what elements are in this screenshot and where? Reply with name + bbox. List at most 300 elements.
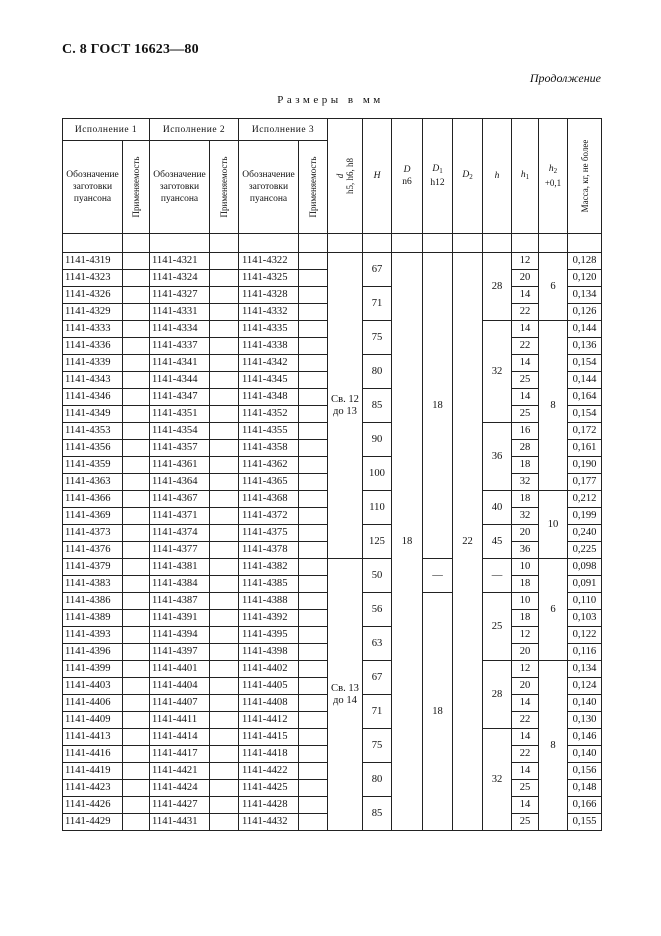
variant-1-designation: 1141-4399 xyxy=(63,661,123,678)
variant-1-applicability xyxy=(123,814,150,831)
variant-3-applicability xyxy=(299,525,328,542)
H-cell: 63 xyxy=(363,627,392,661)
variant-2-applicability xyxy=(210,508,239,525)
variant-2-applicability xyxy=(210,610,239,627)
variant-3-applicability xyxy=(299,780,328,797)
variant-3-designation: 1141-4422 xyxy=(239,763,299,780)
h2-cell: 10 xyxy=(539,491,568,559)
h1-cell: 18 xyxy=(512,457,539,474)
H-cell: 90 xyxy=(363,423,392,457)
variant-1-designation: 1141-4333 xyxy=(63,321,123,338)
variant-2-applicability-label: Применяемость xyxy=(219,156,229,218)
variant-1-applicability-label: Применяемость xyxy=(131,156,141,218)
mass-cell: 0,103 xyxy=(568,610,602,627)
variant-1-applicability xyxy=(123,389,150,406)
h1-cell: 12 xyxy=(512,627,539,644)
variant-2-designation: 1141-4324 xyxy=(150,270,210,287)
d-cell: Св. 13 до 14 xyxy=(328,559,363,831)
mass-cell: 0,154 xyxy=(568,406,602,423)
variant-2-applicability xyxy=(210,746,239,763)
variant-1-designation: 1141-4349 xyxy=(63,406,123,423)
variant-1-applicability xyxy=(123,661,150,678)
variant-2-applicability xyxy=(210,593,239,610)
variant-3-designation-header: Обозначение заготовки пуансона xyxy=(239,141,299,234)
variant-1-applicability xyxy=(123,559,150,576)
variant-1-header: Исполнение 1 xyxy=(63,119,150,141)
mass-cell: 0,122 xyxy=(568,627,602,644)
variant-1-designation: 1141-4353 xyxy=(63,423,123,440)
h-cell: 36 xyxy=(483,423,512,491)
variant-3-designation: 1141-4375 xyxy=(239,525,299,542)
h1-cell: 10 xyxy=(512,559,539,576)
variant-3-applicability xyxy=(299,287,328,304)
variant-2-applicability xyxy=(210,440,239,457)
variant-2-designation: 1141-4321 xyxy=(150,253,210,270)
h1-cell: 20 xyxy=(512,525,539,542)
variant-3-applicability xyxy=(299,304,328,321)
variant-3-designation: 1141-4378 xyxy=(239,542,299,559)
mass-cell: 0,144 xyxy=(568,372,602,389)
variant-3-designation: 1141-4382 xyxy=(239,559,299,576)
h-cell: 28 xyxy=(483,661,512,729)
variant-2-designation: 1141-4334 xyxy=(150,321,210,338)
H-cell: 71 xyxy=(363,287,392,321)
header-separator-row xyxy=(63,234,602,253)
d-header-tolerance: h5, h6, h8 xyxy=(345,158,355,194)
variant-2-applicability xyxy=(210,542,239,559)
variant-3-designation: 1141-4392 xyxy=(239,610,299,627)
variant-1-designation: 1141-4426 xyxy=(63,797,123,814)
h1-cell: 14 xyxy=(512,797,539,814)
variant-3-designation: 1141-4418 xyxy=(239,746,299,763)
variant-2-applicability xyxy=(210,712,239,729)
h1-cell: 20 xyxy=(512,644,539,661)
variant-1-applicability xyxy=(123,542,150,559)
H-cell: 50 xyxy=(363,559,392,593)
D1-cell: 18 xyxy=(423,593,453,831)
variant-1-applicability xyxy=(123,338,150,355)
mass-cell: 0,091 xyxy=(568,576,602,593)
h1-header xyxy=(512,119,539,234)
variant-1-designation: 1141-4379 xyxy=(63,559,123,576)
variant-1-applicability xyxy=(123,746,150,763)
mass-cell: 0,190 xyxy=(568,457,602,474)
variant-2-applicability xyxy=(210,678,239,695)
h-cell: 40 xyxy=(483,491,512,525)
D1-header-tolerance: h12 xyxy=(430,178,445,188)
D1-header-sub: 1 xyxy=(439,167,443,175)
variant-3-designation: 1141-4385 xyxy=(239,576,299,593)
mass-cell: 0,225 xyxy=(568,542,602,559)
variant-3-designation: 1141-4428 xyxy=(239,797,299,814)
variant-2-applicability xyxy=(210,491,239,508)
h1-cell: 20 xyxy=(512,270,539,287)
variant-2-applicability xyxy=(210,270,239,287)
variant-2-applicability xyxy=(210,797,239,814)
h-cell: 28 xyxy=(483,253,512,321)
variant-2-designation-header: Обозначение заготовки пуансона xyxy=(150,141,210,234)
variant-1-applicability xyxy=(123,491,150,508)
variant-1-designation: 1141-4423 xyxy=(63,780,123,797)
variant-1-designation: 1141-4346 xyxy=(63,389,123,406)
variant-1-applicability xyxy=(123,610,150,627)
variant-3-applicability xyxy=(299,338,328,355)
variant-3-applicability xyxy=(299,644,328,661)
D2-header-sub: 2 xyxy=(469,173,473,181)
variant-1-designation: 1141-4319 xyxy=(63,253,123,270)
variant-2-designation: 1141-4331 xyxy=(150,304,210,321)
variant-1-designation: 1141-4373 xyxy=(63,525,123,542)
variant-3-applicability xyxy=(299,661,328,678)
mass-cell: 0,126 xyxy=(568,304,602,321)
variant-2-designation: 1141-4354 xyxy=(150,423,210,440)
variant-3-designation: 1141-4345 xyxy=(239,372,299,389)
H-cell: 67 xyxy=(363,253,392,287)
variant-2-applicability xyxy=(210,457,239,474)
variant-2-designation: 1141-4327 xyxy=(150,287,210,304)
variant-1-applicability xyxy=(123,440,150,457)
h1-cell: 22 xyxy=(512,304,539,321)
variant-3-designation: 1141-4358 xyxy=(239,440,299,457)
mass-cell: 0,177 xyxy=(568,474,602,491)
variant-1-applicability xyxy=(123,406,150,423)
variant-3-applicability xyxy=(299,678,328,695)
variant-2-designation: 1141-4387 xyxy=(150,593,210,610)
variant-2-designation: 1141-4337 xyxy=(150,338,210,355)
variant-1-applicability xyxy=(123,355,150,372)
variant-1-designation: 1141-4366 xyxy=(63,491,123,508)
variant-2-designation: 1141-4364 xyxy=(150,474,210,491)
mass-header xyxy=(568,119,602,234)
mass-cell: 0,148 xyxy=(568,780,602,797)
variant-3-applicability xyxy=(299,389,328,406)
variant-2-applicability xyxy=(210,576,239,593)
mass-cell: 0,155 xyxy=(568,814,602,831)
variant-1-applicability xyxy=(123,457,150,474)
h1-cell: 22 xyxy=(512,746,539,763)
H-cell: 75 xyxy=(363,729,392,763)
variant-3-applicability xyxy=(299,542,328,559)
continuation-label: Продолжение xyxy=(529,71,601,85)
variant-3-designation: 1141-4342 xyxy=(239,355,299,372)
mass-cell: 0,128 xyxy=(568,253,602,270)
variant-3-designation: 1141-4412 xyxy=(239,712,299,729)
h1-cell: 14 xyxy=(512,763,539,780)
variant-3-applicability-header xyxy=(299,141,328,234)
variant-2-applicability xyxy=(210,253,239,270)
h1-cell: 28 xyxy=(512,440,539,457)
variant-3-applicability xyxy=(299,576,328,593)
h2-header-sub: 2 xyxy=(553,166,558,175)
variant-3-applicability xyxy=(299,508,328,525)
mass-cell: 0,240 xyxy=(568,525,602,542)
variant-3-applicability xyxy=(299,610,328,627)
variant-2-applicability xyxy=(210,406,239,423)
h2-header-tolerance: +0,1 xyxy=(544,177,562,188)
mass-cell: 0,134 xyxy=(568,287,602,304)
mass-cell: 0,161 xyxy=(568,440,602,457)
h1-cell: 16 xyxy=(512,423,539,440)
h1-cell: 18 xyxy=(512,576,539,593)
variant-2-applicability xyxy=(210,287,239,304)
variant-3-designation: 1141-4395 xyxy=(239,627,299,644)
variant-3-applicability xyxy=(299,627,328,644)
H-header-label: H xyxy=(373,171,381,181)
variant-3-designation: 1141-4372 xyxy=(239,508,299,525)
variant-3-designation: 1141-4328 xyxy=(239,287,299,304)
variant-2-applicability-header xyxy=(210,141,239,234)
mass-cell: 0,124 xyxy=(568,678,602,695)
mass-cell: 0,140 xyxy=(568,746,602,763)
variant-1-applicability-header xyxy=(123,141,150,234)
variant-1-designation-header: Обозначение заготовки пуансона xyxy=(63,141,123,234)
variant-2-designation: 1141-4344 xyxy=(150,372,210,389)
variant-1-designation: 1141-4413 xyxy=(63,729,123,746)
variant-3-designation: 1141-4362 xyxy=(239,457,299,474)
variant-3-designation: 1141-4322 xyxy=(239,253,299,270)
variant-3-applicability xyxy=(299,814,328,831)
H-cell: 125 xyxy=(363,525,392,559)
H-cell: 85 xyxy=(363,797,392,831)
h1-cell: 14 xyxy=(512,389,539,406)
mass-cell: 0,136 xyxy=(568,338,602,355)
table-row xyxy=(63,559,602,576)
variant-2-applicability xyxy=(210,729,239,746)
variant-3-designation: 1141-4332 xyxy=(239,304,299,321)
variant-2-designation: 1141-4357 xyxy=(150,440,210,457)
variant-2-designation: 1141-4424 xyxy=(150,780,210,797)
variant-1-designation: 1141-4386 xyxy=(63,593,123,610)
variant-1-applicability xyxy=(123,729,150,746)
H-cell: 75 xyxy=(363,321,392,355)
variant-1-designation: 1141-4419 xyxy=(63,763,123,780)
h1-cell: 25 xyxy=(512,780,539,797)
variant-1-designation: 1141-4409 xyxy=(63,712,123,729)
variant-2-designation: 1141-4407 xyxy=(150,695,210,712)
variant-1-applicability xyxy=(123,508,150,525)
variant-1-designation: 1141-4403 xyxy=(63,678,123,695)
variant-1-designation: 1141-4396 xyxy=(63,644,123,661)
variant-3-applicability xyxy=(299,253,328,270)
variant-2-applicability xyxy=(210,304,239,321)
variant-3-designation: 1141-4338 xyxy=(239,338,299,355)
variant-3-header: Исполнение 3 xyxy=(239,119,328,141)
dimensions-table xyxy=(62,118,602,831)
h1-cell: 32 xyxy=(512,508,539,525)
variant-2-applicability xyxy=(210,338,239,355)
variant-3-applicability xyxy=(299,457,328,474)
h1-cell: 14 xyxy=(512,287,539,304)
mass-cell: 0,156 xyxy=(568,763,602,780)
variant-1-applicability xyxy=(123,423,150,440)
variant-2-applicability xyxy=(210,695,239,712)
variant-1-applicability xyxy=(123,712,150,729)
variant-3-applicability xyxy=(299,491,328,508)
variant-3-applicability xyxy=(299,355,328,372)
variant-3-applicability xyxy=(299,695,328,712)
d-header-label: d xyxy=(335,173,345,179)
h-header-label: h xyxy=(494,171,500,181)
variant-1-applicability xyxy=(123,695,150,712)
dimensions-caption: Размеры в мм xyxy=(277,94,384,106)
variant-2-applicability xyxy=(210,525,239,542)
H-cell: 80 xyxy=(363,355,392,389)
variant-3-designation: 1141-4415 xyxy=(239,729,299,746)
variant-2-designation: 1141-4367 xyxy=(150,491,210,508)
h1-cell: 10 xyxy=(512,593,539,610)
D2-header-label: D xyxy=(462,170,470,180)
H-cell: 85 xyxy=(363,389,392,423)
variant-3-designation: 1141-4388 xyxy=(239,593,299,610)
variant-1-applicability xyxy=(123,593,150,610)
mass-cell: 0,199 xyxy=(568,508,602,525)
variant-3-applicability xyxy=(299,440,328,457)
variant-2-designation: 1141-4384 xyxy=(150,576,210,593)
variant-1-designation: 1141-4343 xyxy=(63,372,123,389)
mass-cell: 0,212 xyxy=(568,491,602,508)
variant-1-designation: 1141-4359 xyxy=(63,457,123,474)
h1-cell: 20 xyxy=(512,678,539,695)
variant-3-applicability xyxy=(299,406,328,423)
h-header xyxy=(483,119,512,234)
variant-1-applicability xyxy=(123,763,150,780)
variant-2-designation: 1141-4404 xyxy=(150,678,210,695)
h2-cell: 6 xyxy=(539,559,568,661)
variant-2-designation: 1141-4397 xyxy=(150,644,210,661)
D1-cell: 18 xyxy=(423,253,453,559)
variant-2-applicability xyxy=(210,661,239,678)
variant-1-designation: 1141-4429 xyxy=(63,814,123,831)
variant-2-designation: 1141-4341 xyxy=(150,355,210,372)
mass-cell: 0,130 xyxy=(568,712,602,729)
variant-1-applicability xyxy=(123,304,150,321)
D1-cell: — xyxy=(423,559,453,593)
variant-1-designation: 1141-4329 xyxy=(63,304,123,321)
mass-cell: 0,116 xyxy=(568,644,602,661)
variant-2-designation: 1141-4401 xyxy=(150,661,210,678)
variant-2-designation: 1141-4371 xyxy=(150,508,210,525)
h1-cell: 18 xyxy=(512,491,539,508)
variant-3-applicability xyxy=(299,559,328,576)
h1-cell: 14 xyxy=(512,695,539,712)
variant-3-applicability xyxy=(299,797,328,814)
variant-2-applicability xyxy=(210,559,239,576)
variant-2-designation: 1141-4347 xyxy=(150,389,210,406)
mass-cell: 0,172 xyxy=(568,423,602,440)
D2-header xyxy=(453,119,483,234)
h1-cell: 14 xyxy=(512,321,539,338)
h-cell: — xyxy=(483,559,512,593)
D1-header-label: D xyxy=(432,164,440,174)
variant-2-applicability xyxy=(210,763,239,780)
h1-cell: 22 xyxy=(512,712,539,729)
variant-2-designation: 1141-4427 xyxy=(150,797,210,814)
h1-cell: 22 xyxy=(512,338,539,355)
variant-1-applicability xyxy=(123,474,150,491)
d-cell: Св. 12 до 13 xyxy=(328,253,363,559)
h2-cell: 8 xyxy=(539,321,568,491)
table-row xyxy=(63,253,602,270)
mass-cell: 0,098 xyxy=(568,559,602,576)
variant-1-designation: 1141-4393 xyxy=(63,627,123,644)
h1-cell: 25 xyxy=(512,372,539,389)
variant-2-designation: 1141-4421 xyxy=(150,763,210,780)
variant-2-designation: 1141-4414 xyxy=(150,729,210,746)
mass-cell: 0,120 xyxy=(568,270,602,287)
variant-2-designation: 1141-4374 xyxy=(150,525,210,542)
variant-1-applicability xyxy=(123,576,150,593)
variant-1-applicability xyxy=(123,372,150,389)
h1-cell: 14 xyxy=(512,355,539,372)
variant-1-applicability xyxy=(123,780,150,797)
D-cell: 18 xyxy=(392,253,423,831)
mass-cell: 0,164 xyxy=(568,389,602,406)
variant-2-designation: 1141-4391 xyxy=(150,610,210,627)
h1-cell: 18 xyxy=(512,610,539,627)
variant-2-designation: 1141-4394 xyxy=(150,627,210,644)
variant-3-designation: 1141-4402 xyxy=(239,661,299,678)
variant-1-designation: 1141-4323 xyxy=(63,270,123,287)
variant-2-designation: 1141-4381 xyxy=(150,559,210,576)
variant-3-designation: 1141-4408 xyxy=(239,695,299,712)
variant-1-designation: 1141-4363 xyxy=(63,474,123,491)
variant-2-designation: 1141-4431 xyxy=(150,814,210,831)
h1-header-sub: 1 xyxy=(525,173,530,181)
variant-1-applicability xyxy=(123,270,150,287)
H-cell: 71 xyxy=(363,695,392,729)
h1-cell: 12 xyxy=(512,253,539,270)
variant-1-designation: 1141-4356 xyxy=(63,440,123,457)
variant-3-designation: 1141-4432 xyxy=(239,814,299,831)
variant-2-applicability xyxy=(210,423,239,440)
variant-3-designation: 1141-4335 xyxy=(239,321,299,338)
variant-1-applicability xyxy=(123,644,150,661)
variant-3-applicability xyxy=(299,474,328,491)
variant-2-applicability xyxy=(210,355,239,372)
variant-2-applicability xyxy=(210,780,239,797)
H-cell: 80 xyxy=(363,763,392,797)
variant-3-designation: 1141-4365 xyxy=(239,474,299,491)
variant-1-designation: 1141-4383 xyxy=(63,576,123,593)
D1-header xyxy=(423,119,453,234)
h1-header-label: h xyxy=(520,170,526,180)
mass-cell: 0,146 xyxy=(568,729,602,746)
D-header xyxy=(392,119,423,234)
mass-cell: 0,144 xyxy=(568,321,602,338)
variant-2-designation: 1141-4351 xyxy=(150,406,210,423)
variant-2-designation: 1141-4361 xyxy=(150,457,210,474)
h2-cell: 6 xyxy=(539,253,568,321)
page-title: С. 8 ГОСТ 16623—80 xyxy=(62,42,199,57)
variant-2-designation: 1141-4411 xyxy=(150,712,210,729)
variant-3-designation: 1141-4398 xyxy=(239,644,299,661)
mass-cell: 0,154 xyxy=(568,355,602,372)
variant-1-designation: 1141-4406 xyxy=(63,695,123,712)
h2-header xyxy=(539,119,568,234)
mass-cell: 0,166 xyxy=(568,797,602,814)
variant-3-designation: 1141-4355 xyxy=(239,423,299,440)
d-header xyxy=(328,119,363,234)
h1-cell: 25 xyxy=(512,406,539,423)
header-row-variants xyxy=(63,119,602,141)
variant-1-applicability xyxy=(123,797,150,814)
variant-1-applicability xyxy=(123,627,150,644)
h-cell: 32 xyxy=(483,729,512,831)
variant-3-applicability xyxy=(299,712,328,729)
variant-2-designation: 1141-4417 xyxy=(150,746,210,763)
variant-3-designation: 1141-4348 xyxy=(239,389,299,406)
H-cell: 110 xyxy=(363,491,392,525)
